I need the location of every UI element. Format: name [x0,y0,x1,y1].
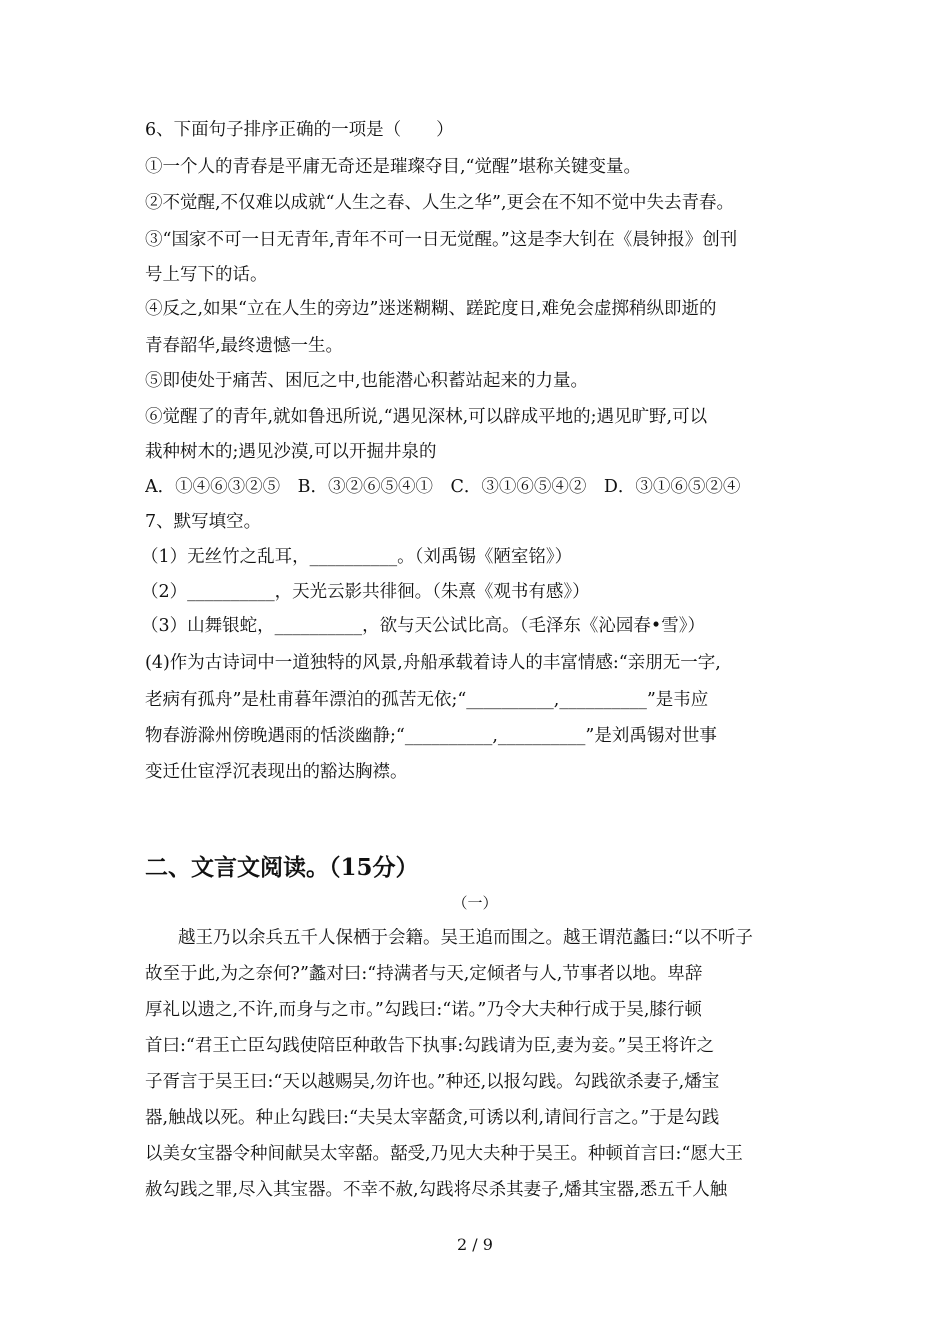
passage-line-7: 以美女宝器令种间献吴太宰嚭。嚭受,乃见大夫种于吴王。种顿首言曰:“愿大王 [145,1144,743,1164]
q6-stem: 6、下面句子排序正确的一项是（ ） [145,120,454,140]
q6-sentence-2: ②不觉醒,不仅难以成就“人生之春、人生之华”,更会在不知不觉中失去青春。 [145,193,735,213]
q6-sentence-6: ⑥觉醒了的青年,就如鲁迅所说,“遇见深林,可以辟成平地的;遇见旷野,可以 [145,407,708,427]
q6-options: A．①④⑥③②⑤ B．③②⑥⑤④① C．③①⑥⑤④② D．③①⑥⑤②④ [145,477,741,497]
passage-line-4: 首曰:“君王亡臣勾践使陪臣种敢告下执事:勾践请为臣,妻为妾。”吴王将许之 [145,1036,714,1056]
q7-item-3: （3）山舞银蛇，__________，欲与天公试比高。（毛泽东《沁园春•雪》） [141,616,705,636]
passage-line-8: 赦勾践之罪,尽入其宝器。不幸不赦,勾践将尽杀其妻子,燔其宝器,悉五千人触 [145,1180,728,1200]
q6-sentence-1: ①一个人的青春是平庸无奇还是璀璨夺目,“觉醒”堪称关键变量。 [145,157,641,177]
q6-sentence-4-cont: 青春韶华,最终遗憾一生。 [145,336,344,356]
q7-stem: 7、默写填空。 [145,512,262,532]
section-2-subtitle: （一） [452,894,498,912]
q7-item-4-line-2: 老病有孤舟”是杜甫暮年漂泊的孤苦无依;“__________,__________”是韦应 [145,690,709,710]
q7-item-4-line-4: 变迁仕宦浮沉表现出的豁达胸襟。 [145,762,408,782]
page-number: 2 / 9 [457,1235,493,1254]
q7-item-4: (4)作为古诗词中一道独特的风景,舟船承载着诗人的丰富情感:“亲朋无一字, [145,653,721,673]
q6-sentence-3-cont: 号上写下的话。 [145,265,268,285]
q7-item-1: （1）无丝竹之乱耳，__________。（刘禹锡《陋室铭》） [141,547,573,567]
q7-item-2: （2）__________，天光云影共徘徊。（朱熹《观书有感》） [141,582,590,602]
q6-sentence-5: ⑤即使处于痛苦、困厄之中,也能潜心积蓄站起来的力量。 [145,371,589,391]
section-2-title: 二、文言文阅读。（15分） [145,854,419,881]
passage-line-1: 越王乃以余兵五千人保栖于会籍。吴王追而围之。越王谓范蠡曰:“以不听子 [178,928,753,948]
passage-line-3: 厚礼以遗之,不许,而身与之市。”勾践曰:“诺。”乃令大夫种行成于吴,膝行顿 [145,1000,702,1020]
q6-sentence-3: ③“国家不可一日无青年,青年不可一日无觉醒。”这是李大钊在《晨钟报》创刊 [145,230,738,250]
q7-item-4-line-3: 物春游滁州傍晚遇雨的恬淡幽静;“__________,__________”是刘禹锡对世事 [145,726,717,746]
q6-sentence-6-cont: 栽种树木的;遇见沙漠,可以开掘井泉的 [145,442,437,462]
passage-line-2: 故至于此,为之奈何?”蠡对曰:“持满者与天,定倾者与人,节事者以地。卑辞 [145,964,703,984]
passage-line-5: 子胥言于吴王曰:“天以越赐吴,勿许也。”种还,以报勾践。勾践欲杀妻子,燔宝 [145,1072,720,1092]
q6-sentence-4: ④反之,如果“立在人生的旁边”迷迷糊糊、蹉跎度日,难免会虚掷稍纵即逝的 [145,299,717,319]
passage-line-6: 器,触战以死。种止勾践曰:“夫吴太宰嚭贪,可诱以利,请间行言之。”于是勾践 [145,1108,720,1128]
